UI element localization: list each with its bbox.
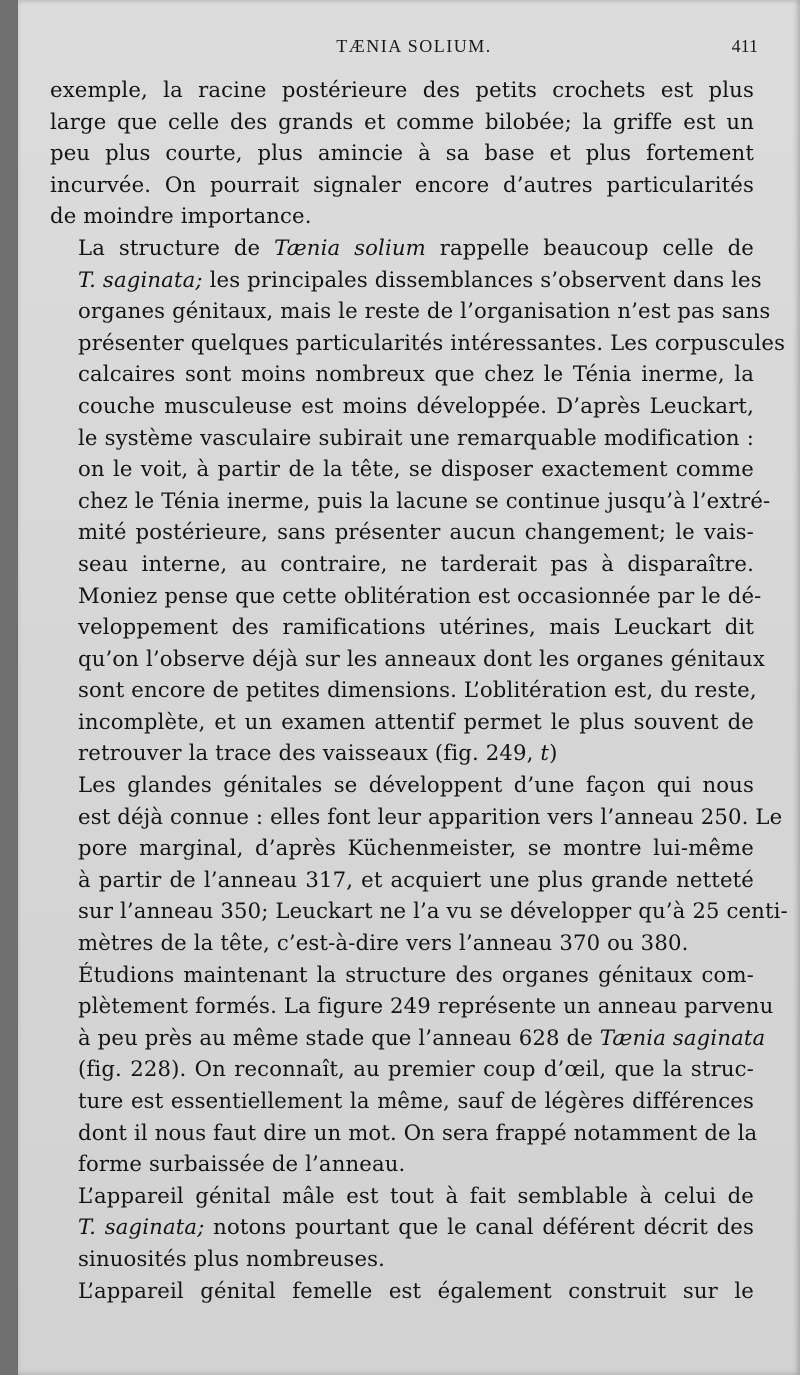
text-line: La structure de Tænia solium rappelle beaucoup celle de — [78, 234, 754, 260]
text-line: (fig. 228). On reconnaît, au premier coup d’œil, que la struc- — [78, 1056, 754, 1082]
text-line: exemple, la racine postérieure des petits crochets est plus — [50, 77, 754, 102]
paragraph — [50, 232, 786, 769]
text-line: de moindre importance. — [50, 203, 312, 229]
text-line: le système vasculaire subirait une remarquable modification : — [78, 424, 754, 450]
text-line: plètement formés. La figure 249 représente un anneau parvenu — [78, 993, 774, 1019]
text-line: couche musculeuse est moins développée. D’après Leuckart, — [78, 392, 754, 418]
paragraph — [50, 769, 788, 959]
text-line: à partir de l’anneau 317, et acquiert une plus grande netteté — [78, 866, 754, 892]
running-title: TÆNIA SOLIUM. — [336, 36, 492, 56]
text-line: seau interne, au contraire, ne tarderait pas à disparaître. — [78, 550, 754, 576]
page-number: 411 — [731, 36, 758, 56]
text-line: Étudions maintenant la structure des organes génitaux com- — [78, 961, 754, 987]
paragraph — [50, 74, 754, 232]
text-line: forme surbaissée de l’anneau. — [78, 1151, 406, 1177]
text-line: calcaires sont moins nombreux que chez le Ténia inerme, la — [78, 361, 754, 387]
text-line: Les glandes génitales se développent d’une façon qui nous — [78, 772, 754, 798]
text-line: T. saginata; notons pourtant que le canal déférent décrit des — [78, 1214, 754, 1240]
text-line: T. saginata; les principales dissemblances s’observent dans les — [78, 266, 762, 292]
text-line: retrouver la trace des vaisseaux (fig. 249, t) — [78, 740, 558, 766]
text-line: on le voit, à partir de la tête, se disposer exactement comme — [78, 456, 754, 482]
text-line: mité postérieure, sans présenter aucun changement; le vais- — [78, 519, 754, 545]
text-line: incurvée. On pourrait signaler encore d’autres particularités — [50, 171, 754, 197]
text-line: est déjà connue : elles font leur apparition vers l’anneau 250. Le — [78, 803, 783, 829]
text-line: mètres de la tête, c’est-à-dire vers l’anneau 370 ou 380. — [78, 930, 689, 956]
text-line: veloppement des ramifications utérines, mais Leuckart dit — [78, 614, 754, 640]
paragraph — [50, 1180, 754, 1275]
text-line: pore marginal, d’après Küchenmeister, se montre lui-même — [78, 835, 754, 861]
text-line: L’appareil génital femelle est également construit sur le — [78, 1277, 754, 1303]
body-text — [50, 74, 788, 1306]
text-line: L’appareil génital mâle est tout à fait semblable à celui de — [78, 1182, 754, 1208]
text-line: présenter quelques particularités intéressantes. Les corpuscules — [78, 329, 786, 355]
text-line: ture est essentiellement la même, sauf de légères différences — [78, 1088, 754, 1113]
text-line: Moniez pense que cette oblitération est occasionnée par le dé- — [78, 582, 762, 608]
text-line: chez le Ténia inerme, puis la lacune se continue jusqu’à l’extré- — [78, 487, 771, 513]
text-line: organes génitaux, mais le reste de l’organisation n’est pas sans — [78, 298, 771, 324]
text-line: qu’on l’observe déjà sur les anneaux dont les organes génitaux — [78, 645, 766, 671]
text-line: sont encore de petites dimensions. L’oblitération est, du reste, — [78, 677, 757, 703]
book-page — [18, 0, 800, 1375]
running-header — [70, 36, 758, 58]
paragraph — [50, 1275, 754, 1307]
text-line: peu plus courte, plus amincie à sa base et plus fortement — [50, 140, 754, 166]
text-line: dont il nous faut dire un mot. On sera frappé notamment de la — [78, 1119, 758, 1145]
paragraph — [50, 959, 774, 1180]
text-line: sinuosités plus nombreuses. — [78, 1245, 386, 1271]
text-line: sur l’anneau 350; Leuckart ne l’a vu se développer qu’à 25 centi- — [78, 898, 788, 924]
text-line: large que celle des grands et comme bilobée; la griffe est un — [50, 108, 754, 134]
text-line: incomplète, et un examen attentif permet le plus souvent de — [78, 708, 754, 734]
text-line: à peu près au même stade que l’anneau 628 de Tænia saginata — [78, 1024, 766, 1050]
